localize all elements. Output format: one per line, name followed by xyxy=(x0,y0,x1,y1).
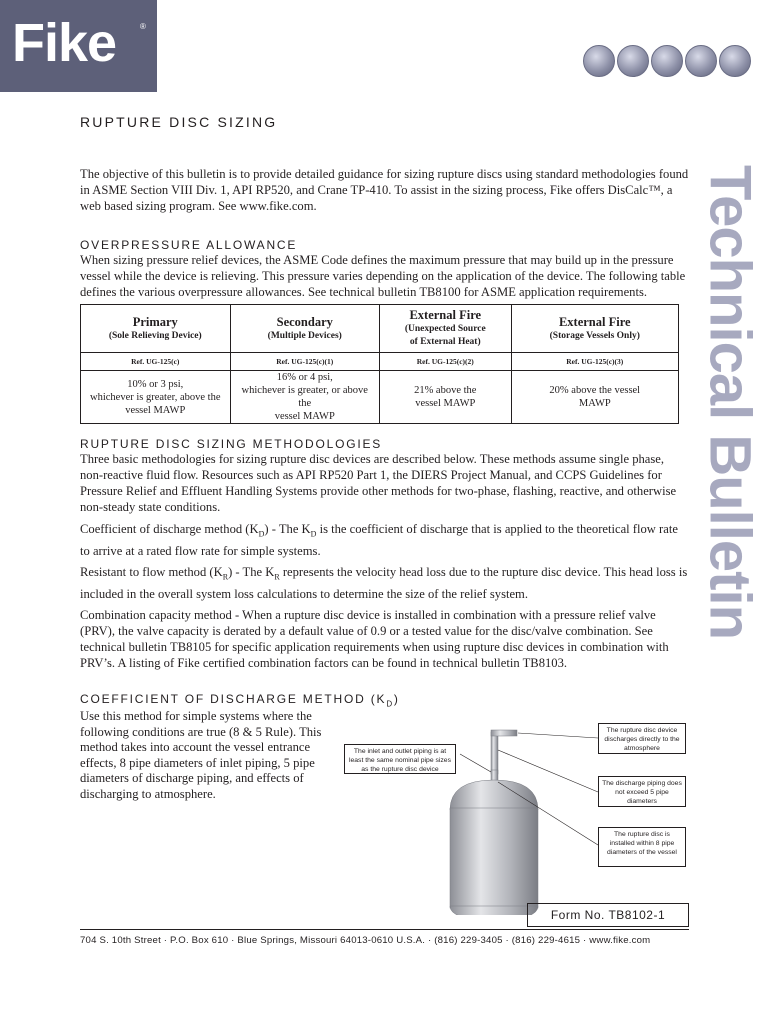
value-cell: 10% or 3 psi, whichever is greater, above the vessel MAWP xyxy=(81,371,231,424)
table-value-row xyxy=(81,371,679,424)
table-ref-row xyxy=(81,353,679,371)
kr-text-part: represents the velocity head loss due to the rupture disc device. This head loss is included in the overall system loss calculations to determine the size of the relief system. xyxy=(80,565,688,601)
combination-method-paragraph: Combination capacity method - When a rupture disc device is installed in combination with a pressure relief valve (PRV), the valve capacity is derated by a default value of 0.9 or a tested value for the disc/valve combination. See technical bulletin TB8105 for specific application requirements when using rupture disc devices in combination with PRV’s. A listing of Fike certified combination factors can be found in technical bulletin TB8103. xyxy=(80,608,669,670)
reference-cell: Ref. UG-125(c)(3) xyxy=(511,353,678,371)
kd-method-paragraph xyxy=(80,521,690,559)
column-subtitle: (Unexpected Source of External Heat) xyxy=(404,324,486,347)
suppression-icon xyxy=(685,45,717,77)
kd-subscript: D xyxy=(310,529,317,539)
kd-method-description: Use this method for simple systems where the following conditions are true (8 & 5 Rule). This method takes into account the vessel entrance effects, 8 pipe diameters of inlet piping, 5 pipe diameters of discharge piping, and effects of discharging to atmosphere. xyxy=(80,709,322,801)
kd-heading-subscript: D xyxy=(386,699,394,709)
table-header-cell xyxy=(81,305,231,353)
vertical-title xyxy=(697,112,763,692)
kr-text-part: Resistant to flow method (K xyxy=(80,565,223,579)
kd-text-part: ) - The K xyxy=(264,522,311,536)
value-cell: 20% above the vessel MAWP xyxy=(511,371,678,424)
kr-method-paragraph xyxy=(80,564,690,602)
kd-heading-part: ) xyxy=(393,692,400,706)
reference-cell: Ref. UG-125(c)(2) xyxy=(380,353,512,371)
kd-subscript: D xyxy=(258,529,265,539)
vertical-title-text: Technical Bulletin xyxy=(697,164,763,640)
footer-address: 704 S. 10th Street · P.O. Box 610 · Blue Springs, Missouri 64013-0610 U.S.A. · (816) 229-3405 · (816) 229-4615 · www.fike.com xyxy=(80,935,651,946)
pressure-relief-icon xyxy=(617,45,649,77)
column-subtitle: (Multiple Devices) xyxy=(267,330,342,341)
product-icons xyxy=(583,45,751,77)
page-title: RUPTURE DISC SIZING xyxy=(80,114,278,130)
kr-subscript: R xyxy=(222,572,229,582)
methodologies-heading: RUPTURE DISC SIZING METHODOLOGIES xyxy=(80,437,383,451)
kd-heading-part: COEFFICIENT OF DISCHARGE METHOD (K xyxy=(80,692,387,706)
overpressure-heading: OVERPRESSURE ALLOWANCE xyxy=(80,238,298,252)
logo-registered-mark: ® xyxy=(140,22,146,31)
column-title: Secondary xyxy=(276,314,333,329)
explosion-vent-icon xyxy=(583,45,615,77)
callout-atmosphere: The rupture disc device discharges directly to the atmosphere xyxy=(598,723,686,754)
kd-method-heading xyxy=(80,692,400,708)
callout-disc-installed: The rupture disc is installed within 8 pipe diameters of the vessel xyxy=(598,827,686,867)
kr-text-part: ) - The K xyxy=(228,565,275,579)
callout-discharge-piping: The discharge piping does not exceed 5 pipe diameters xyxy=(598,776,686,807)
form-number: Form No. TB8102-1 xyxy=(527,903,689,927)
column-title: External Fire xyxy=(409,308,482,322)
table-header-row xyxy=(81,305,679,353)
overpressure-paragraph: When sizing pressure relief devices, the ASME Code defines the maximum pressure that may build up in the pressure vessel while the device is relieving. This pressure varies depending on the application of the device. The following table defines the various overpressure allowances. See technical bulletin TB8100 for ASME application requirements. xyxy=(80,253,686,299)
reference-cell: Ref. UG-125(c)(1) xyxy=(230,353,380,371)
fire-protection-icon xyxy=(719,45,751,77)
kr-subscript: R xyxy=(274,572,280,582)
logo-text: Fike xyxy=(12,13,117,73)
footer-rule xyxy=(80,929,689,930)
flame-icon xyxy=(651,45,683,77)
column-title: Primary xyxy=(132,314,178,329)
table-header-cell xyxy=(511,305,678,353)
callout-piping-size: The inlet and outlet piping is at least the same nominal pipe sizes as the rupture disc device xyxy=(344,744,456,774)
overpressure-table xyxy=(80,304,679,424)
table-header-cell xyxy=(230,305,380,353)
intro-paragraph: The objective of this bulletin is to provide detailed guidance for sizing rupture discs using standard methodologies found in ASME Section VIII Div. 1, API RP520, and Crane TP-410. To assist in the sizing process, Fike offers DisCalc™, a web based sizing program. See www.fike.com. xyxy=(80,167,689,213)
column-subtitle: (Storage Vessels Only) xyxy=(549,330,640,341)
table-header-cell xyxy=(380,305,512,353)
reference-cell: Ref. UG-125(c) xyxy=(81,353,231,371)
column-title: External Fire xyxy=(558,314,631,329)
value-cell: 21% above the vessel MAWP xyxy=(380,371,512,424)
fike-logo xyxy=(0,0,157,92)
column-subtitle: (Sole Relieving Device) xyxy=(108,330,202,341)
vessel-diagram xyxy=(340,720,690,915)
kd-text-part: is the coefficient of discharge that is applied to the theoretical flow rate to arrive at a rated flow rate for simple systems. xyxy=(80,522,678,558)
kd-text-part: Coefficient of discharge method (K xyxy=(80,522,259,536)
value-cell: 16% or 4 psi, whichever is greater, or above the vessel MAWP xyxy=(230,371,380,424)
methodologies-paragraph: Three basic methodologies for sizing rupture disc devices are described below. These methods assume single phase, non-reactive fluid flow. Resources such as API RP520 Part 1, the DIERS Project Manual, and CCPS Guidelines for Pressure Relief and Effluent Handling Systems provide other methods for two-phase, flashing, reactive, and otherwise non-steady state conditions. xyxy=(80,452,677,514)
